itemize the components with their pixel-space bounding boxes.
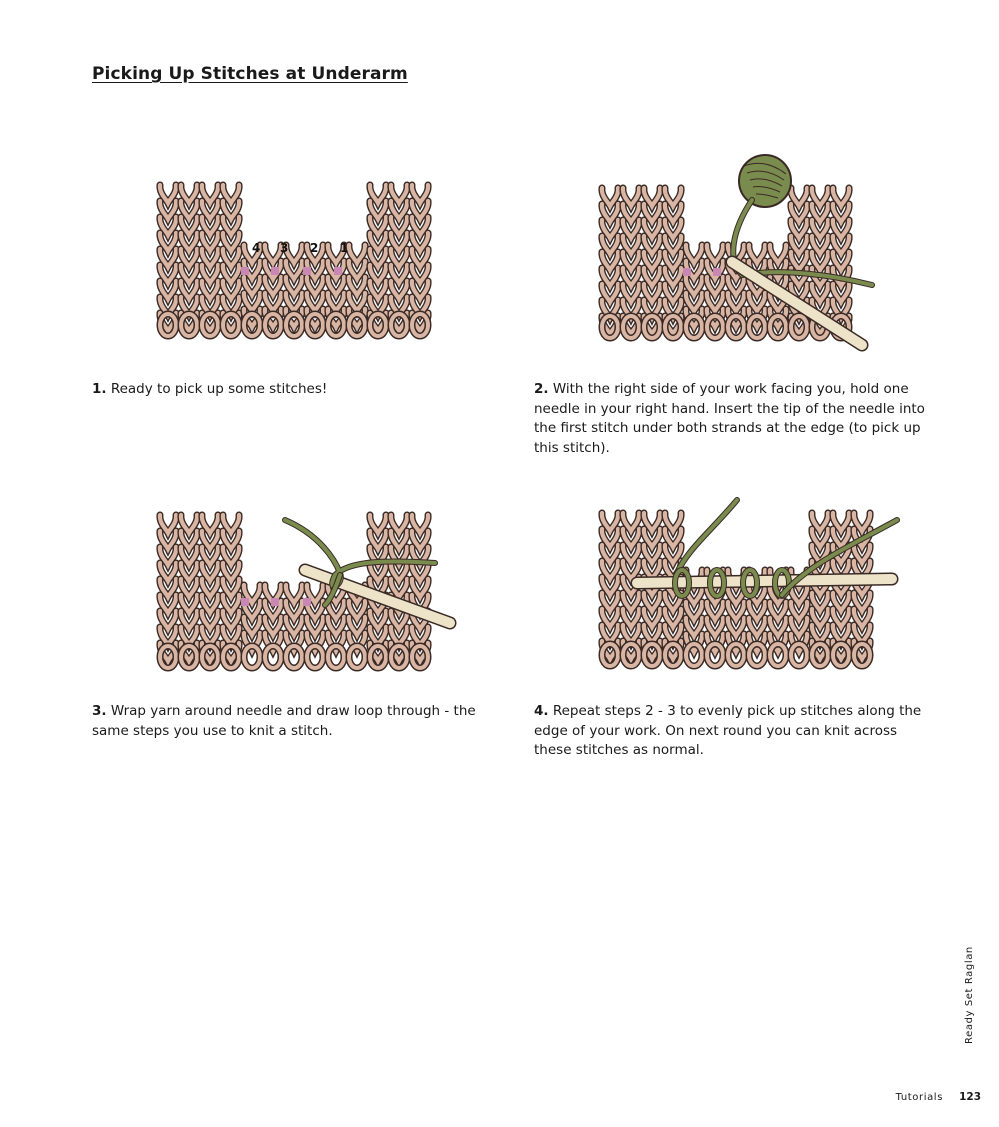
stitch-marker: [303, 267, 311, 275]
step-number: 2.: [534, 381, 549, 397]
page-number: 123: [959, 1091, 981, 1103]
step-1-caption: [92, 380, 487, 400]
step-2-caption: [534, 380, 929, 458]
stitch-marker: [271, 598, 279, 606]
step-4-caption: [534, 702, 929, 761]
pickup-number-label: 2: [310, 241, 319, 255]
stitch-marker: [334, 267, 342, 275]
illustration-step-3: [150, 505, 460, 675]
stitch-marker: [271, 267, 279, 275]
step-text: Repeat steps 2 - 3 to evenly pick up stitches along the edge of your work. On next round you can knit across these stitches as normal.: [534, 703, 922, 758]
step-number: 4.: [534, 703, 549, 719]
footer-section: Tutorials: [895, 1092, 943, 1103]
pickup-number-label: 3: [280, 241, 289, 255]
step-number: 3.: [92, 703, 107, 719]
stitch-marker: [683, 268, 691, 276]
step-text: Ready to pick up some stitches!: [106, 381, 328, 397]
step-number: 1.: [92, 381, 107, 397]
stitch-marker: [241, 267, 249, 275]
step-text: With the right side of your work facing you, hold one needle in your right hand. Insert the tip of the needle into the first stitch under both strands at the edge (to pick up this stitch).: [534, 381, 925, 456]
page-title: Picking Up Stitches at Underarm: [92, 64, 408, 84]
stitch-marker: [713, 268, 721, 276]
stitch-marker: [241, 598, 249, 606]
step-text: Wrap yarn around needle and draw loop through - the same steps you use to knit a stitch.: [92, 703, 476, 739]
yarn-ball: [739, 155, 791, 207]
side-book-title: Ready Set Raglan: [964, 946, 975, 1044]
step-3-caption: [92, 702, 487, 741]
pickup-number-label: 4: [252, 241, 261, 255]
pickup-number-label: 1: [340, 241, 349, 255]
stitch-marker: [303, 598, 311, 606]
illustration-step-1: [150, 165, 450, 350]
illustration-step-2: [592, 150, 882, 355]
illustration-step-4: [592, 495, 902, 675]
